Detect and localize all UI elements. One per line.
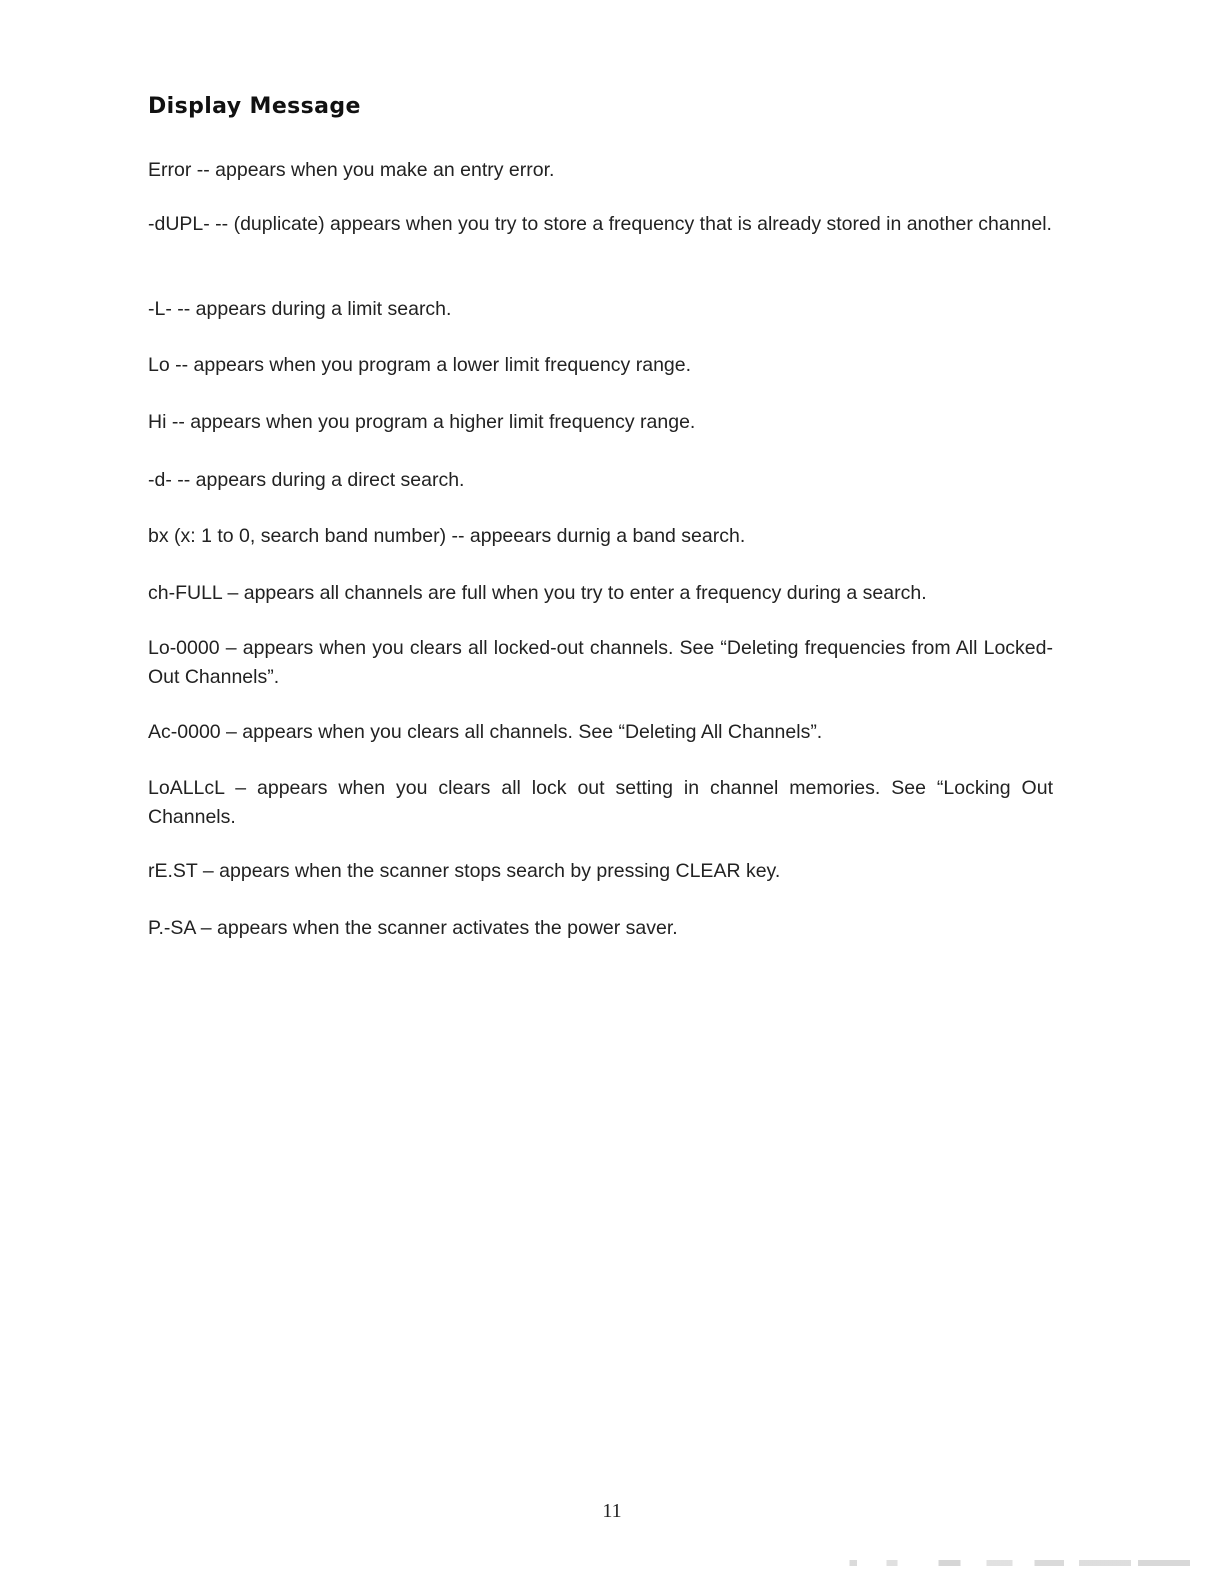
- message-loallcl: LoALLcL – appears when you clears all lock out setting in channel memories. See “Locking Out Channels.: [148, 777, 1053, 828]
- message-hi: Hi -- appears when you program a higher limit frequency range.: [148, 411, 696, 433]
- message-power-saver: P.-SA – appears when the scanner activates the power saver.: [148, 917, 678, 939]
- message-rest: rE.ST – appears when the scanner stops search by pressing CLEAR key.: [148, 860, 781, 882]
- message-ch-full: ch-FULL – appears all channels are full when you try to enter a frequency during a search.: [148, 582, 927, 604]
- message-dupl: -dUPL- -- (duplicate) appears when you try to store a frequency that is already stored in another channel.: [148, 213, 1052, 235]
- message-error: Error -- appears when you make an entry error.: [148, 159, 555, 181]
- message-ac-0000: Ac-0000 – appears when you clears all channels. See “Deleting All Channels”.: [148, 721, 823, 743]
- message-limit-search: -L- -- appears during a limit search.: [148, 298, 452, 320]
- page-number: 11: [602, 1500, 622, 1522]
- message-direct-search: -d- -- appears during a direct search.: [148, 469, 465, 491]
- scan-artifact: [820, 1560, 1190, 1566]
- message-lo: Lo -- appears when you program a lower limit frequency range.: [148, 354, 692, 376]
- message-band-search: bx (x: 1 to 0, search band number) -- appeears durnig a band search.: [148, 525, 746, 547]
- section-heading: Display Message: [148, 94, 361, 119]
- message-lo-0000: Lo-0000 – appears when you clears all locked-out channels. See “Deleting frequencies from All Locked-Out Channels”.: [148, 637, 1053, 688]
